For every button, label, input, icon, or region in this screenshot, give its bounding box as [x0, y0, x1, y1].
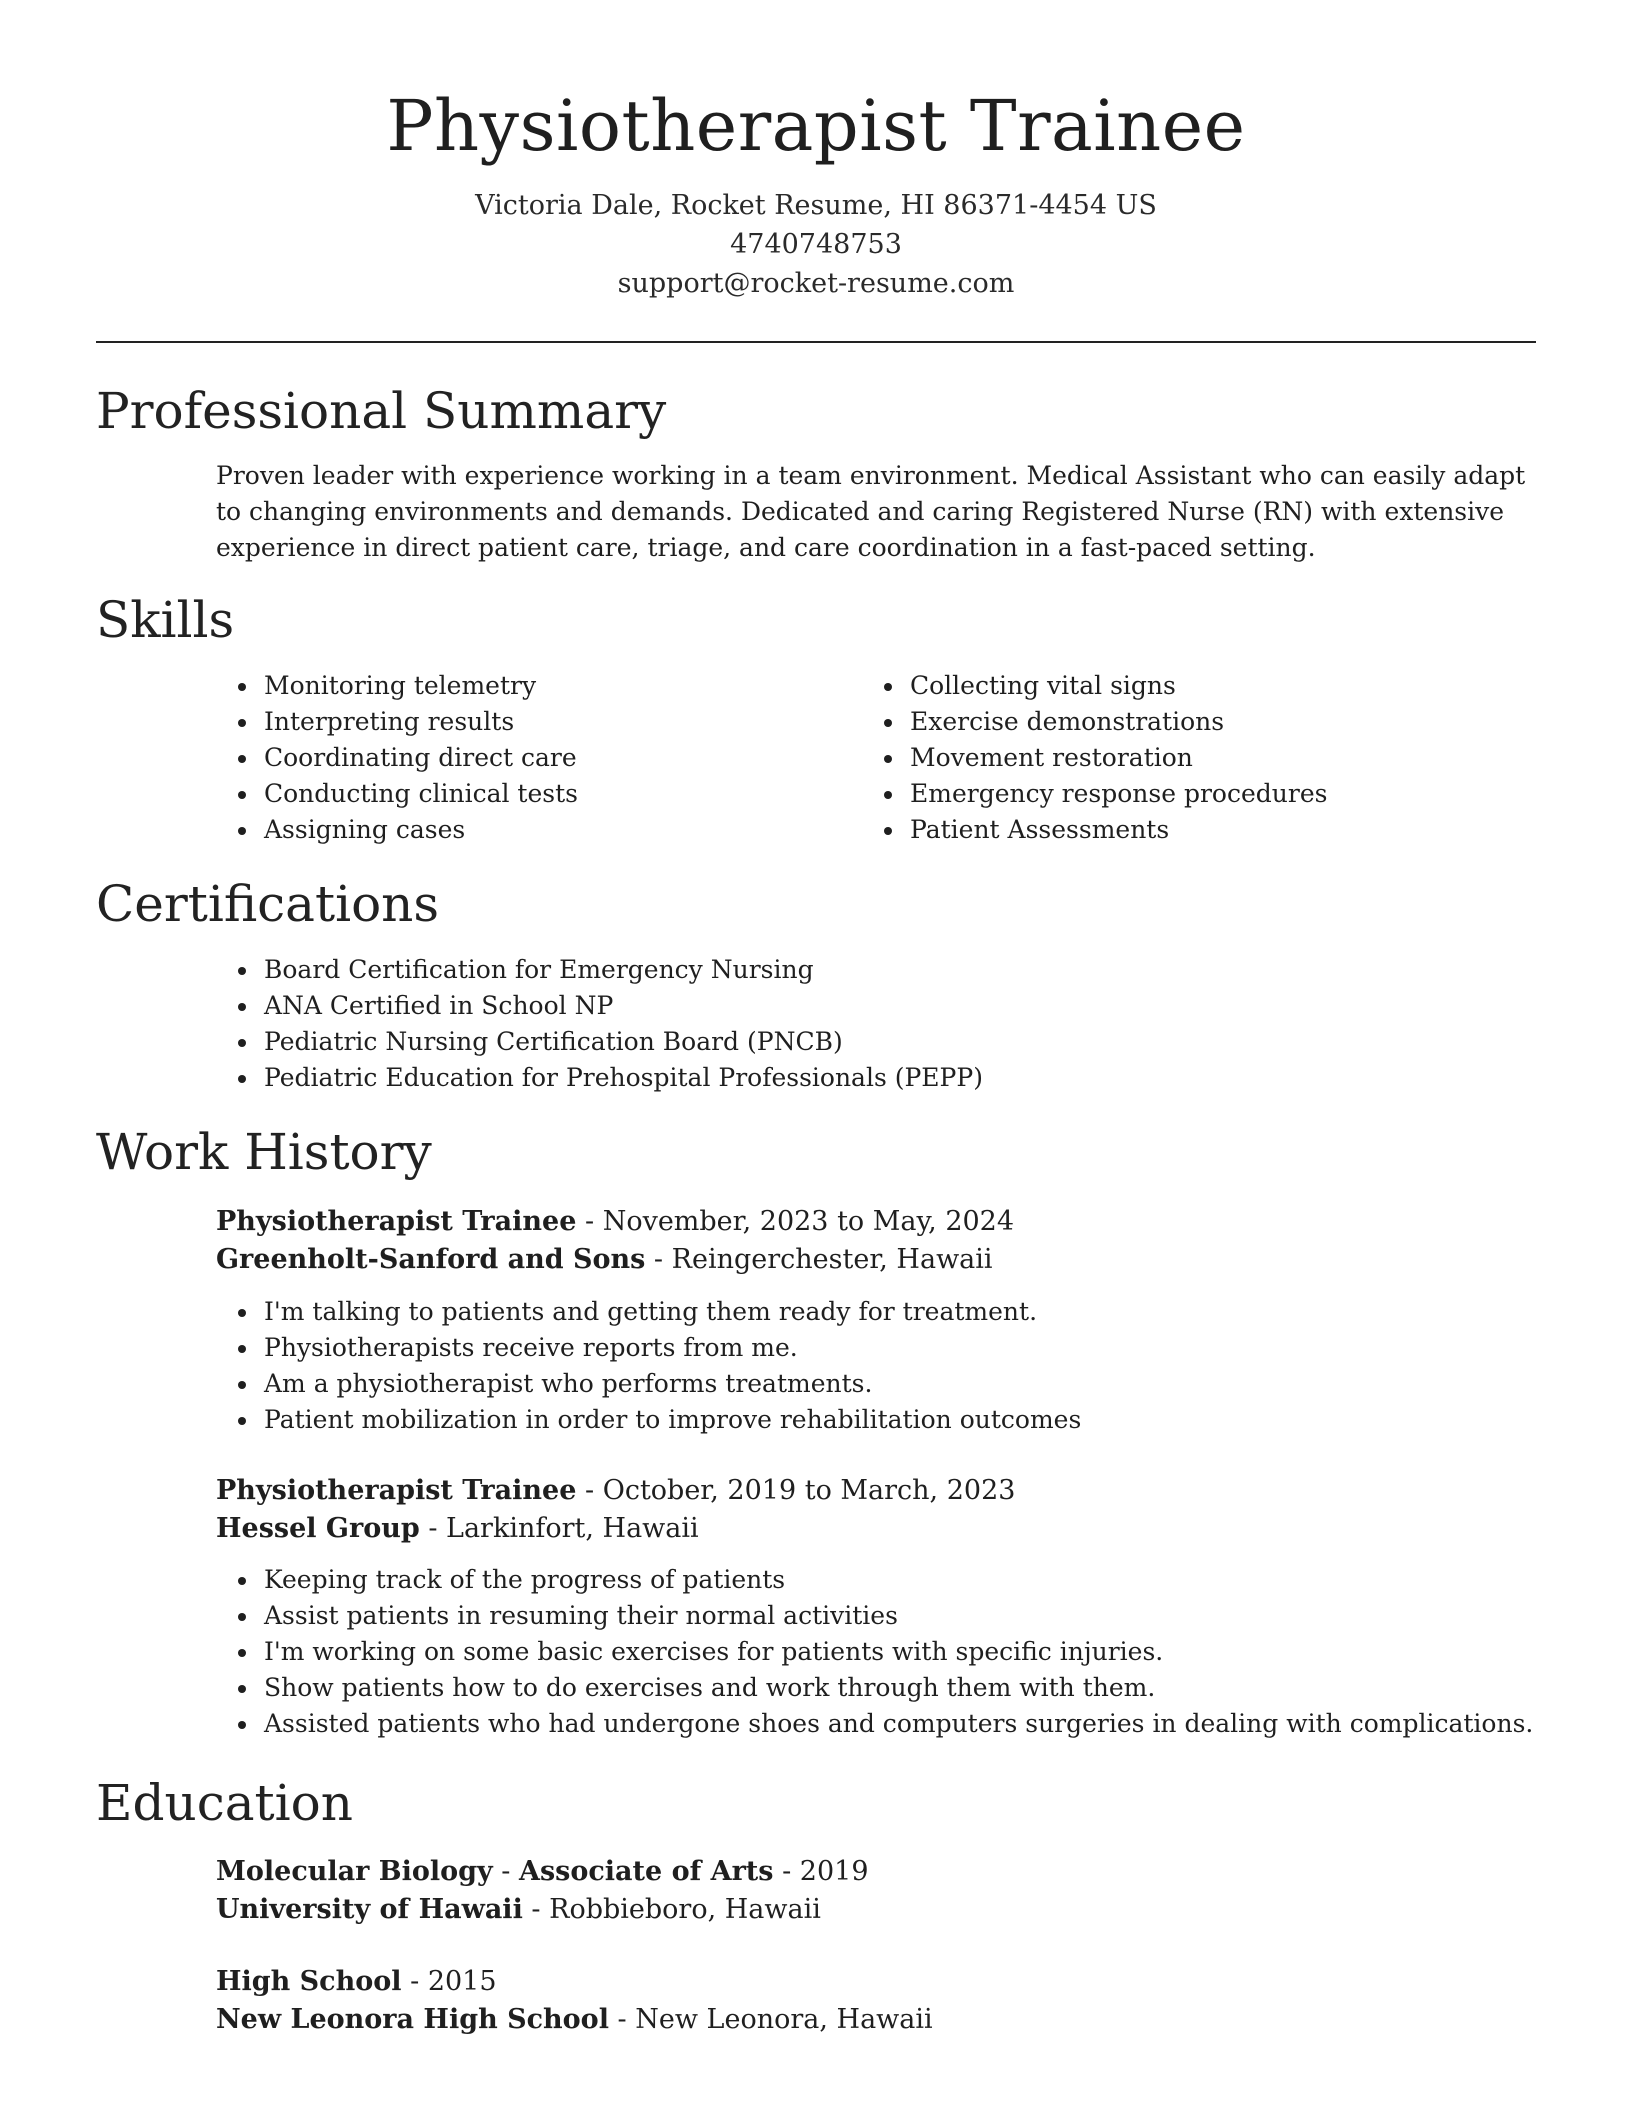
education-year: 2015: [427, 1966, 497, 1997]
education-degree: Associate of Arts: [519, 1856, 774, 1887]
certifications-heading: Certifications: [96, 875, 440, 933]
job-duty: • Keeping track of the progress of patients: [260, 1562, 1620, 1598]
skill-item: • Conducting clinical tests: [260, 776, 860, 812]
candidate-name: Physiotherapist Trainee: [386, 85, 1246, 167]
skill-item: • Coordinating direct care: [260, 740, 860, 776]
skill-item: • Interpreting results: [260, 704, 860, 740]
job-duty: • Show patients how to do exercises and work through them with them.: [260, 1670, 1620, 1706]
skill-item: • Exercise demonstrations: [906, 704, 1526, 740]
job-duties-list: [216, 1562, 1620, 1742]
skill-item: • Movement restoration: [906, 740, 1526, 776]
work-history-heading: Work History: [96, 1123, 432, 1181]
skill-item: • Patient Assessments: [906, 812, 1526, 848]
separator: -: [576, 1475, 603, 1506]
separator: -: [401, 1966, 428, 1997]
job-duty: • Am a physiotherapist who performs treatments.: [260, 1366, 1560, 1402]
separator: -: [576, 1206, 603, 1237]
skill-item: • Assigning cases: [260, 812, 860, 848]
skill-item: • Emergency response procedures: [906, 776, 1526, 812]
education-school-line: [216, 2001, 933, 2039]
resume-header: [0, 76, 1632, 303]
education-location: New Leonora, Hawaii: [635, 2004, 933, 2035]
job-duty: • Assisted patients who had undergone shoes and computers surgeries in dealing with complications.: [260, 1706, 1620, 1742]
job-dates: November, 2023 to May, 2024: [602, 1206, 1015, 1237]
separator: -: [419, 1513, 447, 1544]
email: support@rocket-resume.com: [617, 268, 1015, 299]
job-company-line: [216, 1241, 993, 1279]
job-role: Physiotherapist Trainee: [216, 1206, 577, 1237]
summary-heading: Professional Summary: [96, 382, 667, 440]
separator: -: [522, 1894, 550, 1925]
contact-info: [0, 186, 1632, 303]
job-duty: • Patient mobilization in order to improve rehabilitation outcomes: [260, 1402, 1560, 1438]
job-duties-list: [216, 1294, 1560, 1438]
education-degree-line: [216, 1963, 497, 2001]
separator: -: [608, 2004, 636, 2035]
education-field: Molecular Biology: [216, 1856, 493, 1887]
job-location: Reingerchester, Hawaii: [671, 1244, 993, 1275]
certification-item: • ANA Certified in School NP: [260, 988, 1560, 1024]
education-school: University of Hawaii: [216, 1894, 523, 1925]
job-company: Hessel Group: [216, 1513, 420, 1544]
certification-item: • Pediatric Education for Prehospital Professionals (PEPP): [260, 1060, 1560, 1096]
job-duty: • I'm talking to patients and getting them ready for treatment.: [260, 1294, 1560, 1330]
job-title-line: [216, 1203, 1014, 1241]
job-duty: • Physiotherapists receive reports from me.: [260, 1330, 1560, 1366]
summary-text: Proven leader with experience working in a team environment. Medical Assistant who can easily adapt to changing environments and demands. Dedicated and caring Registered Nurse (RN) with extensive experience in direct patient care, triage, and care coordination in a fast-paced setting.: [216, 461, 1526, 562]
job-company-line: [216, 1510, 699, 1548]
education-heading: Education: [96, 1774, 353, 1832]
separator: -: [492, 1856, 519, 1887]
education-school-line: [216, 1891, 821, 1929]
education-degree-line: [216, 1853, 869, 1891]
job-duty: • Assist patients in resuming their normal activities: [260, 1598, 1620, 1634]
separator: -: [645, 1244, 672, 1275]
education-location: Robbieboro, Hawaii: [549, 1894, 821, 1925]
education-degree: High School: [216, 1966, 402, 1997]
education-year: 2019: [799, 1856, 869, 1887]
job-role: Physiotherapist Trainee: [216, 1475, 577, 1506]
separator: -: [773, 1856, 800, 1887]
job-dates: October, 2019 to March, 2023: [602, 1475, 1016, 1506]
job-title-line: [216, 1472, 1015, 1510]
skill-item: • Monitoring telemetry: [260, 668, 860, 704]
phone: 4740748753: [730, 229, 902, 260]
certification-item: • Pediatric Nursing Certification Board (PNCB): [260, 1024, 1560, 1060]
skills-list-right: [862, 668, 1526, 848]
job-company: Greenholt-Sanford and Sons: [216, 1244, 646, 1275]
job-duty: • I'm working on some basic exercises for patients with specific injuries.: [260, 1634, 1620, 1670]
certification-item: • Board Certification for Emergency Nursing: [260, 952, 1560, 988]
skill-item: • Collecting vital signs: [906, 668, 1526, 704]
skills-list-left: [216, 668, 860, 848]
skills-heading: Skills: [96, 591, 235, 649]
education-school: New Leonora High School: [216, 2004, 609, 2035]
address: Victoria Dale, Rocket Resume, HI 86371-4454 US: [475, 190, 1157, 221]
job-location: Larkinfort, Hawaii: [446, 1513, 699, 1544]
header-divider: [96, 341, 1536, 343]
certifications-list: [216, 952, 1560, 1096]
